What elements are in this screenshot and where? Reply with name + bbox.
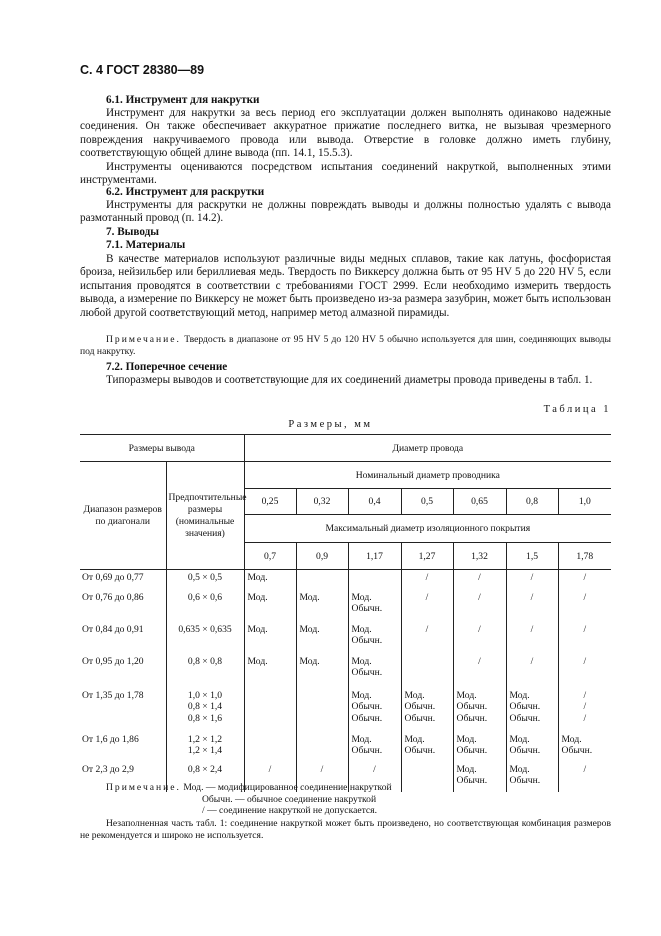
page-header: С. 4 ГОСТ 28380—89 xyxy=(80,63,205,77)
connection-cell: Мод. Обычн. xyxy=(401,732,453,762)
range-cell: От 1,6 до 1,86 xyxy=(82,733,139,745)
section-6-2-paragraph: Инструменты для раскрутки не должны повреждать выводы и должны полностью удалять с вывода размотанный провод (п. 14.2). xyxy=(80,199,611,225)
connection-cell: / xyxy=(558,622,611,654)
connection-cell: Мод. Обычн. xyxy=(348,622,401,654)
connection-cell: Мод. Обычн. xyxy=(348,732,401,762)
connection-cell: / xyxy=(506,622,558,654)
section-6-1-paragraph-2: Инструменты оцениваются посредством испытания соединений накруткой, выполненных этими инструментами. xyxy=(80,161,611,187)
connection-cell: Мод. xyxy=(244,654,296,688)
connection-cell xyxy=(401,654,453,688)
preferred-size-cell: 0,635 × 0,635 xyxy=(166,622,244,654)
max-value: 1,27 xyxy=(401,543,453,570)
table-footnote xyxy=(80,782,611,817)
connection-cell: Мод. xyxy=(296,622,348,654)
max-value: 1,17 xyxy=(348,543,401,570)
connection-cell: Мод. Обычн. xyxy=(506,732,558,762)
connection-cell: / xyxy=(453,590,506,622)
connection-cell: Мод. xyxy=(296,654,348,688)
connection-cell: / xyxy=(506,654,558,688)
table-units: Размеры, мм xyxy=(288,419,373,430)
preferred-size-cell: 0,8 × 2,4 xyxy=(166,762,244,792)
footnote-mod: Мод. — модифицированное соединение накруткой xyxy=(183,782,392,793)
connection-cell: Мод. Обычн. xyxy=(453,762,506,792)
connection-cell: / xyxy=(506,590,558,622)
connection-cell xyxy=(244,732,296,762)
connection-cell: Мод. Обычн. xyxy=(558,732,611,762)
section-7-1-paragraph: В качестве материалов используют различные виды медных сплавов, такие как латунь, фосфористая броиза, нейзильбер или бериллиевая медь. Твердость по Виккерсу должна быть от 95 HV 5 до 220 HV 5, если испытания проводятся в соответствии с требованиями ГОСТ 2999. Если необходимо измерить твердость вывода, а измерение по Виккерсу не может быть произведено из-за размера зазубрин, может быть использован любой другой соответствующий метод, например метод алмазной пирамиды. xyxy=(80,253,611,319)
connection-cell: / xyxy=(558,590,611,622)
table-row xyxy=(80,570,611,590)
connection-cell: / xyxy=(244,762,296,792)
footnote-line-1 xyxy=(80,782,611,794)
note-label: Примечание. xyxy=(106,334,181,345)
connection-cell: Мод. xyxy=(244,570,296,590)
connection-cell: Мод. Обычн. xyxy=(348,654,401,688)
connection-cell: / xyxy=(401,622,453,654)
nominal-value: 0,32 xyxy=(296,489,348,515)
connection-cell: / xyxy=(296,762,348,792)
connection-cell: Мод. Обычн. xyxy=(348,590,401,622)
connection-cell xyxy=(296,570,348,590)
connection-cell: / xyxy=(453,570,506,590)
header-preferred-sizes: Предпочтительные размеры (номинальные значения) xyxy=(166,462,244,570)
connection-cell: Мод. xyxy=(244,590,296,622)
max-value: 1,78 xyxy=(558,543,611,570)
note-text: Твердость в диапазоне от 95 HV 5 до 120 HV 5 обычно используется для шин, соединяющих выводы под накрутку. xyxy=(80,334,611,357)
section-7-heading: 7. Выводы xyxy=(106,226,160,238)
range-cell: От 0,84 до 0,91 xyxy=(82,623,144,635)
header-max-insulation: Максимальный диаметр изоляционного покрытия xyxy=(244,515,611,543)
footnote-line-2: Обычн. — обычное соединение накруткой xyxy=(202,793,377,805)
connection-cell: / xyxy=(401,590,453,622)
connection-cell: Мод. Обычн. Обычн. xyxy=(401,688,453,732)
connection-cell: Мод. xyxy=(296,590,348,622)
max-value: 0,7 xyxy=(244,543,296,570)
connection-cell: / xyxy=(348,762,401,792)
section-6-2-heading: 6.2. Инструмент для раскрутки xyxy=(106,186,265,198)
section-7-1-heading: 7.1. Материалы xyxy=(106,239,186,251)
table-number: Таблица 1 xyxy=(543,404,611,415)
connection-cell: Мод. Обычн. Обычн. xyxy=(348,688,401,732)
table-row xyxy=(80,622,611,654)
range-cell: От 2,3 до 2,9 xyxy=(82,763,134,775)
section-7-1-note xyxy=(80,334,611,357)
range-cell: От 0,69 до 0,77 xyxy=(82,572,144,583)
range-cell: От 0,76 до 0,86 xyxy=(82,591,144,603)
nominal-value: 0,65 xyxy=(453,489,506,515)
section-7-2-paragraph: Типоразмеры выводов и соответствующие для их соединений диаметры провода приведены в табл. 1. xyxy=(106,374,593,386)
nominal-value: 0,4 xyxy=(348,489,401,515)
footnote-paragraph: Незаполненная часть табл. 1: соединение накруткой может быть произведено, но соответствующая комбинация размеров не рекомендуется и широко не используется. xyxy=(80,818,611,841)
range-cell: От 0,95 до 1,20 xyxy=(82,655,144,667)
section-6-1-paragraph-1: Инструмент для накрутки за весь период его эксплуатации должен выполнять одинаково надежные соединения. Он также обеспечивает аккуратное прижатие последнего витка, не вызывая чрезмерного повреждения накручиваемого провода или вывода. Отверстие в головке должно иметь глубину, соответствующую общей длине вывода (пп. 14.1, 15.5.3). xyxy=(80,107,611,160)
connection-cell xyxy=(348,570,401,590)
table-row xyxy=(80,654,611,688)
connection-cell: / / / xyxy=(558,688,611,732)
footnote-line-3: / — соединение накруткой не допускается. xyxy=(202,805,377,816)
wire-size-table xyxy=(80,434,611,792)
connection-cell: / xyxy=(401,570,453,590)
connection-cell: / xyxy=(453,622,506,654)
connection-cell: Мод. Обычн. Обычн. xyxy=(506,688,558,732)
connection-cell: / xyxy=(558,654,611,688)
max-value: 1,5 xyxy=(506,543,558,570)
preferred-size-cell: 0,5 × 0,5 xyxy=(166,570,244,590)
nominal-value: 0,5 xyxy=(401,489,453,515)
connection-cell: / xyxy=(453,654,506,688)
header-terminal-sizes: Размеры вывода xyxy=(80,435,244,462)
preferred-size-cell: 1,0 × 1,0 0,8 × 1,4 0,8 × 1,6 xyxy=(166,688,244,732)
connection-cell xyxy=(244,688,296,732)
connection-cell: Мод. Обычн. Обычн. xyxy=(453,688,506,732)
table-row xyxy=(80,590,611,622)
connection-cell: / xyxy=(558,762,611,792)
preferred-size-cell: 0,8 × 0,8 xyxy=(166,654,244,688)
nominal-value: 0,8 xyxy=(506,489,558,515)
connection-cell: / xyxy=(558,570,611,590)
table-row xyxy=(80,732,611,762)
max-value: 1,32 xyxy=(453,543,506,570)
connection-cell: Мод. Обычн. xyxy=(506,762,558,792)
preferred-size-cell: 0,6 × 0,6 xyxy=(166,590,244,622)
connection-cell: / xyxy=(506,570,558,590)
preferred-size-cell: 1,2 × 1,2 1,2 × 1,4 xyxy=(166,732,244,762)
section-6-1-heading: 6.1. Инструмент для накрутки xyxy=(106,94,260,106)
header-nominal-diameter: Номинальный диаметр проводника xyxy=(244,462,611,489)
nominal-value: 1,0 xyxy=(558,489,611,515)
nominal-value: 0,25 xyxy=(244,489,296,515)
section-7-2-heading: 7.2. Поперечное сечение xyxy=(106,361,228,373)
footnote-label: Примечание. xyxy=(106,782,181,793)
header-diagonal-range: Диапазон размеров по диагонали xyxy=(80,462,166,570)
connection-cell: Мод. Обычн. xyxy=(453,732,506,762)
table-row xyxy=(80,688,611,732)
range-cell: От 1,35 до 1,78 xyxy=(82,689,144,701)
connection-cell xyxy=(296,688,348,732)
connection-cell xyxy=(296,732,348,762)
connection-cell: Мод. xyxy=(244,622,296,654)
max-value: 0,9 xyxy=(296,543,348,570)
header-wire-diameter: Диаметр провода xyxy=(244,435,611,462)
